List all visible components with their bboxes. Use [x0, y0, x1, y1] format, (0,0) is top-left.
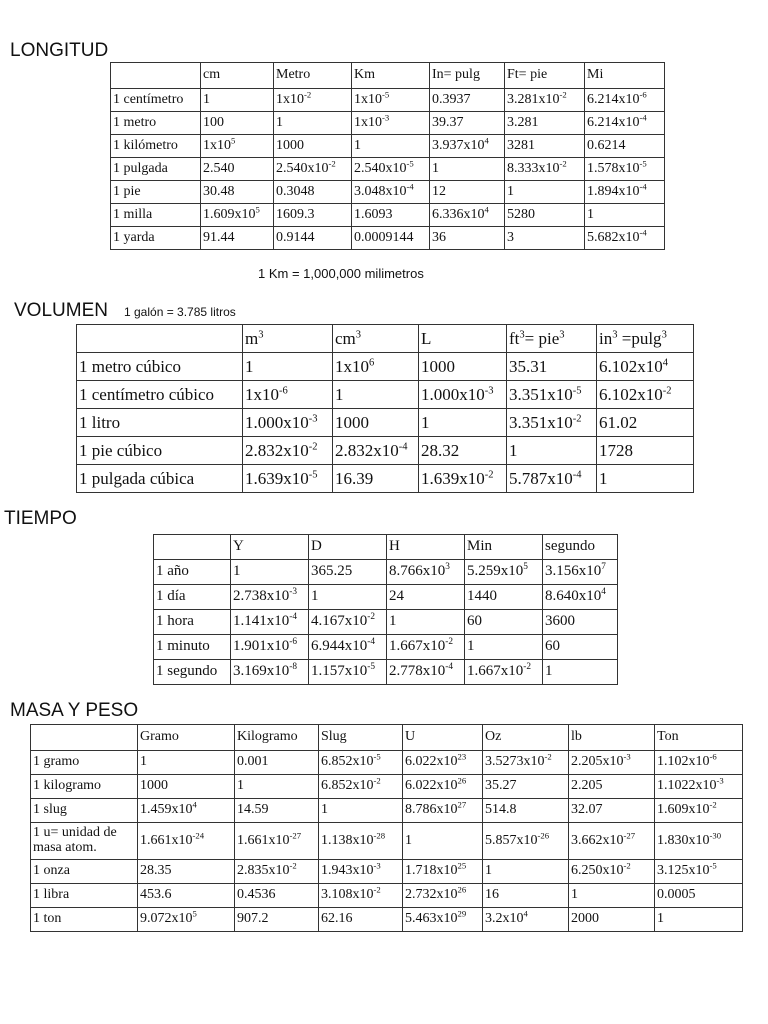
longitud-cell: 0.3937: [430, 89, 505, 112]
volumen-cell: 1728: [597, 437, 694, 465]
masa-cell: 14.59: [235, 799, 319, 823]
longitud-row: [111, 204, 665, 227]
masa-cell: 2000: [569, 908, 655, 932]
masa-row: [31, 775, 743, 799]
masa-table: [30, 724, 743, 932]
longitud-row-label: 1 kilómetro: [111, 135, 201, 158]
longitud-cell: $2.540x10^{-5}$: [352, 158, 430, 181]
tiempo-column-header: segundo: [543, 535, 618, 560]
longitud-cell: 1: [585, 204, 665, 227]
tiempo-cell: 1: [309, 585, 387, 610]
tiempo-row-label: 1 año: [154, 560, 231, 585]
longitud-cell: 3281: [505, 135, 585, 158]
masa-row: [31, 823, 743, 860]
tiempo-row: [154, 585, 618, 610]
masa-column-header: Oz: [483, 725, 569, 751]
masa-cell: $1.661x10^{-24}$: [138, 823, 235, 860]
volumen-column-header: $in^3 =pulg^3$: [597, 325, 694, 353]
longitud-cell: $5.682x10^{-4}$: [585, 227, 665, 250]
masa-cell: $9.072x10^5$: [138, 908, 235, 932]
tiempo-row-label: 1 día: [154, 585, 231, 610]
volumen-cell: 1: [243, 353, 333, 381]
volumen-column-header: L: [419, 325, 507, 353]
masa-cell: 453.6: [138, 884, 235, 908]
masa-cell: $5.463x10^{29}$: [403, 908, 483, 932]
longitud-cell: $6.336x10^4$: [430, 204, 505, 227]
volumen-cell: $6.102x10^4$: [597, 353, 694, 381]
masa-cell: $1.138x10^{-28}$: [319, 823, 403, 860]
masa-cell: 0.0005: [655, 884, 743, 908]
volumen-row-label: 1 metro cúbico: [77, 353, 243, 381]
tiempo-cell: 3600: [543, 610, 618, 635]
tiempo-cell: $8.766x10^3$: [387, 560, 465, 585]
tiempo-cell: $1.901x10^{-6}$: [231, 635, 309, 660]
tiempo-row: [154, 660, 618, 685]
masa-cell: 2.205: [569, 775, 655, 799]
masa-row: [31, 799, 743, 823]
volumen-cell: $2.832x10^{-4}$: [333, 437, 419, 465]
masa-cell: $2.205x10^{-3}$: [569, 751, 655, 775]
masa-cell: $6.022x10^{26}$: [403, 775, 483, 799]
masa-cell: $1.1022x10^{-3}$: [655, 775, 743, 799]
masa-cell: 32.07: [569, 799, 655, 823]
masa-cell: 62.16: [319, 908, 403, 932]
longitud-cell: $1.894x10^{-4}$: [585, 181, 665, 204]
volumen-row-label: 1 pulgada cúbica: [77, 465, 243, 493]
masa-cell: 1: [235, 775, 319, 799]
tiempo-cell: 1440: [465, 585, 543, 610]
volumen-row-label: 1 pie cúbico: [77, 437, 243, 465]
longitud-row-label: 1 centímetro: [111, 89, 201, 112]
masa-row: [31, 751, 743, 775]
longitud-cell: 1609.3: [274, 204, 352, 227]
tiempo-cell: $8.640x10^4$: [543, 585, 618, 610]
tiempo-cell: $1.157x10^{-5}$: [309, 660, 387, 685]
volumen-cell: $1x10^6$: [333, 353, 419, 381]
masa-cell: 907.2: [235, 908, 319, 932]
tiempo-corner-cell: [154, 535, 231, 560]
tiempo-cell: 1: [387, 610, 465, 635]
longitud-note: 1 Km = 1,000,000 milimetros: [258, 266, 424, 281]
tiempo-row-label: 1 segundo: [154, 660, 231, 685]
tiempo-header-row: [154, 535, 618, 560]
masa-cell: $1.102x10^{-6}$: [655, 751, 743, 775]
tiempo-column-header: H: [387, 535, 465, 560]
masa-cell: $3.125x10^{-5}$: [655, 860, 743, 884]
longitud-column-header: cm: [201, 63, 274, 89]
masa-row: [31, 908, 743, 932]
longitud-table: [110, 62, 665, 250]
masa-cell: $6.852x10^{-2}$: [319, 775, 403, 799]
longitud-cell: $3.937x10^4$: [430, 135, 505, 158]
longitud-cell: 1000: [274, 135, 352, 158]
masa-cell: $1.830x10^{-30}$: [655, 823, 743, 860]
longitud-column-header: Km: [352, 63, 430, 89]
volumen-cell: $1.639x10^{-2}$: [419, 465, 507, 493]
masa-row-label: 1 libra: [31, 884, 138, 908]
longitud-column-header: In= pulg: [430, 63, 505, 89]
tiempo-cell: $2.738x10^{-3}$: [231, 585, 309, 610]
section-title-tiempo: TIEMPO: [4, 508, 77, 529]
masa-row-label: 1 onza: [31, 860, 138, 884]
tiempo-row: [154, 635, 618, 660]
section-title-longitud: LONGITUD: [10, 40, 109, 61]
longitud-cell: 1: [201, 89, 274, 112]
masa-cell: $5.857x10^{-26}$: [483, 823, 569, 860]
longitud-cell: 0.9144: [274, 227, 352, 250]
volumen-note: 1 galón = 3.785 litros: [124, 305, 236, 319]
longitud-row: [111, 112, 665, 135]
masa-column-header: Kilogramo: [235, 725, 319, 751]
volumen-row: [77, 437, 694, 465]
tiempo-column-header: Y: [231, 535, 309, 560]
masa-cell: 35.27: [483, 775, 569, 799]
masa-row-label: 1 gramo: [31, 751, 138, 775]
masa-cell: 1: [655, 908, 743, 932]
masa-cell: $3.2x10^4$: [483, 908, 569, 932]
volumen-row: [77, 465, 694, 493]
tiempo-row: [154, 610, 618, 635]
tiempo-cell: 1: [543, 660, 618, 685]
volumen-cell: $1.000x10^{-3}$: [419, 381, 507, 409]
volumen-table: [76, 324, 694, 493]
longitud-column-header: Mi: [585, 63, 665, 89]
tiempo-cell: 1: [231, 560, 309, 585]
longitud-cell: 1: [352, 135, 430, 158]
volumen-row-label: 1 centímetro cúbico: [77, 381, 243, 409]
tiempo-cell: $3.156x10^7$: [543, 560, 618, 585]
tiempo-cell: 24: [387, 585, 465, 610]
volumen-cell: $6.102x10^{-2}$: [597, 381, 694, 409]
masa-cell: 16: [483, 884, 569, 908]
section-title-masa: MASA Y PESO: [10, 700, 139, 721]
volumen-cell: 1000: [333, 409, 419, 437]
volumen-row: [77, 409, 694, 437]
longitud-row-label: 1 metro: [111, 112, 201, 135]
volumen-cell: $1.639x10^{-5}$: [243, 465, 333, 493]
longitud-column-header: Ft= pie: [505, 63, 585, 89]
volumen-cell: $2.832x10^{-2}$: [243, 437, 333, 465]
longitud-row-label: 1 yarda: [111, 227, 201, 250]
masa-cell: $8.786x10^{27}$: [403, 799, 483, 823]
longitud-cell: 3.281: [505, 112, 585, 135]
volumen-corner-cell: [77, 325, 243, 353]
longitud-cell: 0.3048: [274, 181, 352, 204]
longitud-row-label: 1 pulgada: [111, 158, 201, 181]
volumen-cell: 28.32: [419, 437, 507, 465]
volumen-header-row: [77, 325, 694, 353]
longitud-cell: $3.281x10^{-2}$: [505, 89, 585, 112]
masa-row: [31, 884, 743, 908]
masa-cell: 0.4536: [235, 884, 319, 908]
masa-row-label: 1 ton: [31, 908, 138, 932]
tiempo-column-header: D: [309, 535, 387, 560]
masa-cell: 1: [319, 799, 403, 823]
tiempo-cell: $2.778x10^{-4}$: [387, 660, 465, 685]
longitud-cell: $1x10^{-5}$: [352, 89, 430, 112]
longitud-row: [111, 181, 665, 204]
tiempo-cell: $6.944x10^{-4}$: [309, 635, 387, 660]
masa-cell: 1: [483, 860, 569, 884]
longitud-cell: $8.333x10^{-2}$: [505, 158, 585, 181]
tiempo-cell: $3.169x10^{-8}$: [231, 660, 309, 685]
volumen-row: [77, 381, 694, 409]
masa-corner-cell: [31, 725, 138, 751]
masa-cell: $1.609x10^{-2}$: [655, 799, 743, 823]
masa-column-header: Ton: [655, 725, 743, 751]
longitud-cell: 0.0009144: [352, 227, 430, 250]
masa-cell: $1.661x10^{-27}$: [235, 823, 319, 860]
masa-cell: 0.001: [235, 751, 319, 775]
longitud-row-label: 1 milla: [111, 204, 201, 227]
volumen-row: [77, 353, 694, 381]
masa-column-header: lb: [569, 725, 655, 751]
longitud-column-header: Metro: [274, 63, 352, 89]
tiempo-cell: 60: [465, 610, 543, 635]
masa-cell: $3.5273x10^{-2}$: [483, 751, 569, 775]
longitud-cell: 39.37: [430, 112, 505, 135]
longitud-cell: $1x10^{-3}$: [352, 112, 430, 135]
volumen-column-header: $m^3$: [243, 325, 333, 353]
masa-cell: $3.108x10^{-2}$: [319, 884, 403, 908]
longitud-cell: 1: [430, 158, 505, 181]
longitud-cell: 91.44: [201, 227, 274, 250]
volumen-column-header: $ft^3= pie^3$: [507, 325, 597, 353]
tiempo-cell: 60: [543, 635, 618, 660]
masa-cell: 1: [569, 884, 655, 908]
volumen-cell: $5.787x10^{-4}$: [507, 465, 597, 493]
masa-cell: $6.250x10^{-2}$: [569, 860, 655, 884]
longitud-cell: 3: [505, 227, 585, 250]
tiempo-row-label: 1 minuto: [154, 635, 231, 660]
masa-cell: $1.718x10^{25}$: [403, 860, 483, 884]
masa-cell: 514.8: [483, 799, 569, 823]
longitud-cell: 36: [430, 227, 505, 250]
volumen-cell: 35.31: [507, 353, 597, 381]
masa-header-row: [31, 725, 743, 751]
masa-column-header: Slug: [319, 725, 403, 751]
volumen-cell: $3.351x10^{-5}$: [507, 381, 597, 409]
tiempo-row-label: 1 hora: [154, 610, 231, 635]
longitud-row: [111, 89, 665, 112]
tiempo-cell: $1.667x10^{-2}$: [387, 635, 465, 660]
volumen-cell: $1x10^{-6}$: [243, 381, 333, 409]
masa-cell: 28.35: [138, 860, 235, 884]
volumen-cell: 1000: [419, 353, 507, 381]
masa-cell: $2.732x10^{26}$: [403, 884, 483, 908]
longitud-cell: 5280: [505, 204, 585, 227]
volumen-cell: 1: [597, 465, 694, 493]
masa-cell: $1.459x10^4$: [138, 799, 235, 823]
longitud-cell: $1.609x10^5$: [201, 204, 274, 227]
masa-row: [31, 860, 743, 884]
longitud-cell: $6.214x10^{-6}$: [585, 89, 665, 112]
tiempo-cell: 1: [465, 635, 543, 660]
section-title-volumen: VOLUMEN: [14, 300, 108, 321]
tiempo-cell: $4.167x10^{-2}$: [309, 610, 387, 635]
masa-cell: $6.852x10^{-5}$: [319, 751, 403, 775]
tiempo-table: [153, 534, 618, 685]
longitud-cell: $1x10^{-2}$: [274, 89, 352, 112]
longitud-row-label: 1 pie: [111, 181, 201, 204]
longitud-corner-cell: [111, 63, 201, 89]
longitud-cell: $3.048x10^{-4}$: [352, 181, 430, 204]
longitud-row: [111, 158, 665, 181]
masa-column-header: Gramo: [138, 725, 235, 751]
volumen-cell: 1: [333, 381, 419, 409]
longitud-cell: 12: [430, 181, 505, 204]
longitud-row: [111, 227, 665, 250]
masa-cell: 1: [138, 751, 235, 775]
longitud-cell: 100: [201, 112, 274, 135]
volumen-cell: $3.351x10^{-2}$: [507, 409, 597, 437]
masa-cell: $2.835x10^{-2}$: [235, 860, 319, 884]
masa-row-label: 1 slug: [31, 799, 138, 823]
longitud-cell: $6.214x10^{-4}$: [585, 112, 665, 135]
tiempo-cell: $1.667x10^{-2}$: [465, 660, 543, 685]
volumen-cell: 16.39: [333, 465, 419, 493]
masa-cell: 1000: [138, 775, 235, 799]
longitud-cell: $1.578x10^{-5}$: [585, 158, 665, 181]
volumen-cell: $1.000x10^{-3}$: [243, 409, 333, 437]
masa-row-label: 1 u= unidad de masa atom.: [31, 823, 138, 860]
tiempo-column-header: Min: [465, 535, 543, 560]
longitud-cell: 1.6093: [352, 204, 430, 227]
masa-column-header: U: [403, 725, 483, 751]
longitud-cell: $2.540x10^{-2}$: [274, 158, 352, 181]
masa-cell: $1.943x10^{-3}$: [319, 860, 403, 884]
masa-row-label: 1 kilogramo: [31, 775, 138, 799]
tiempo-cell: 365.25: [309, 560, 387, 585]
masa-cell: 1: [403, 823, 483, 860]
volumen-cell: 1: [419, 409, 507, 437]
longitud-cell: 1: [274, 112, 352, 135]
longitud-cell: 0.6214: [585, 135, 665, 158]
volumen-row-label: 1 litro: [77, 409, 243, 437]
tiempo-cell: $5.259x10^5$: [465, 560, 543, 585]
masa-cell: $6.022x10^{23}$: [403, 751, 483, 775]
longitud-cell: $1x10^5$: [201, 135, 274, 158]
volumen-column-header: $cm^3$: [333, 325, 419, 353]
tiempo-row: [154, 560, 618, 585]
longitud-header-row: [111, 63, 665, 89]
longitud-row: [111, 135, 665, 158]
masa-cell: $3.662x10^{-27}$: [569, 823, 655, 860]
volumen-cell: 1: [507, 437, 597, 465]
longitud-cell: 2.540: [201, 158, 274, 181]
longitud-cell: 30.48: [201, 181, 274, 204]
tiempo-cell: $1.141x10^{-4}$: [231, 610, 309, 635]
longitud-cell: 1: [505, 181, 585, 204]
volumen-cell: 61.02: [597, 409, 694, 437]
